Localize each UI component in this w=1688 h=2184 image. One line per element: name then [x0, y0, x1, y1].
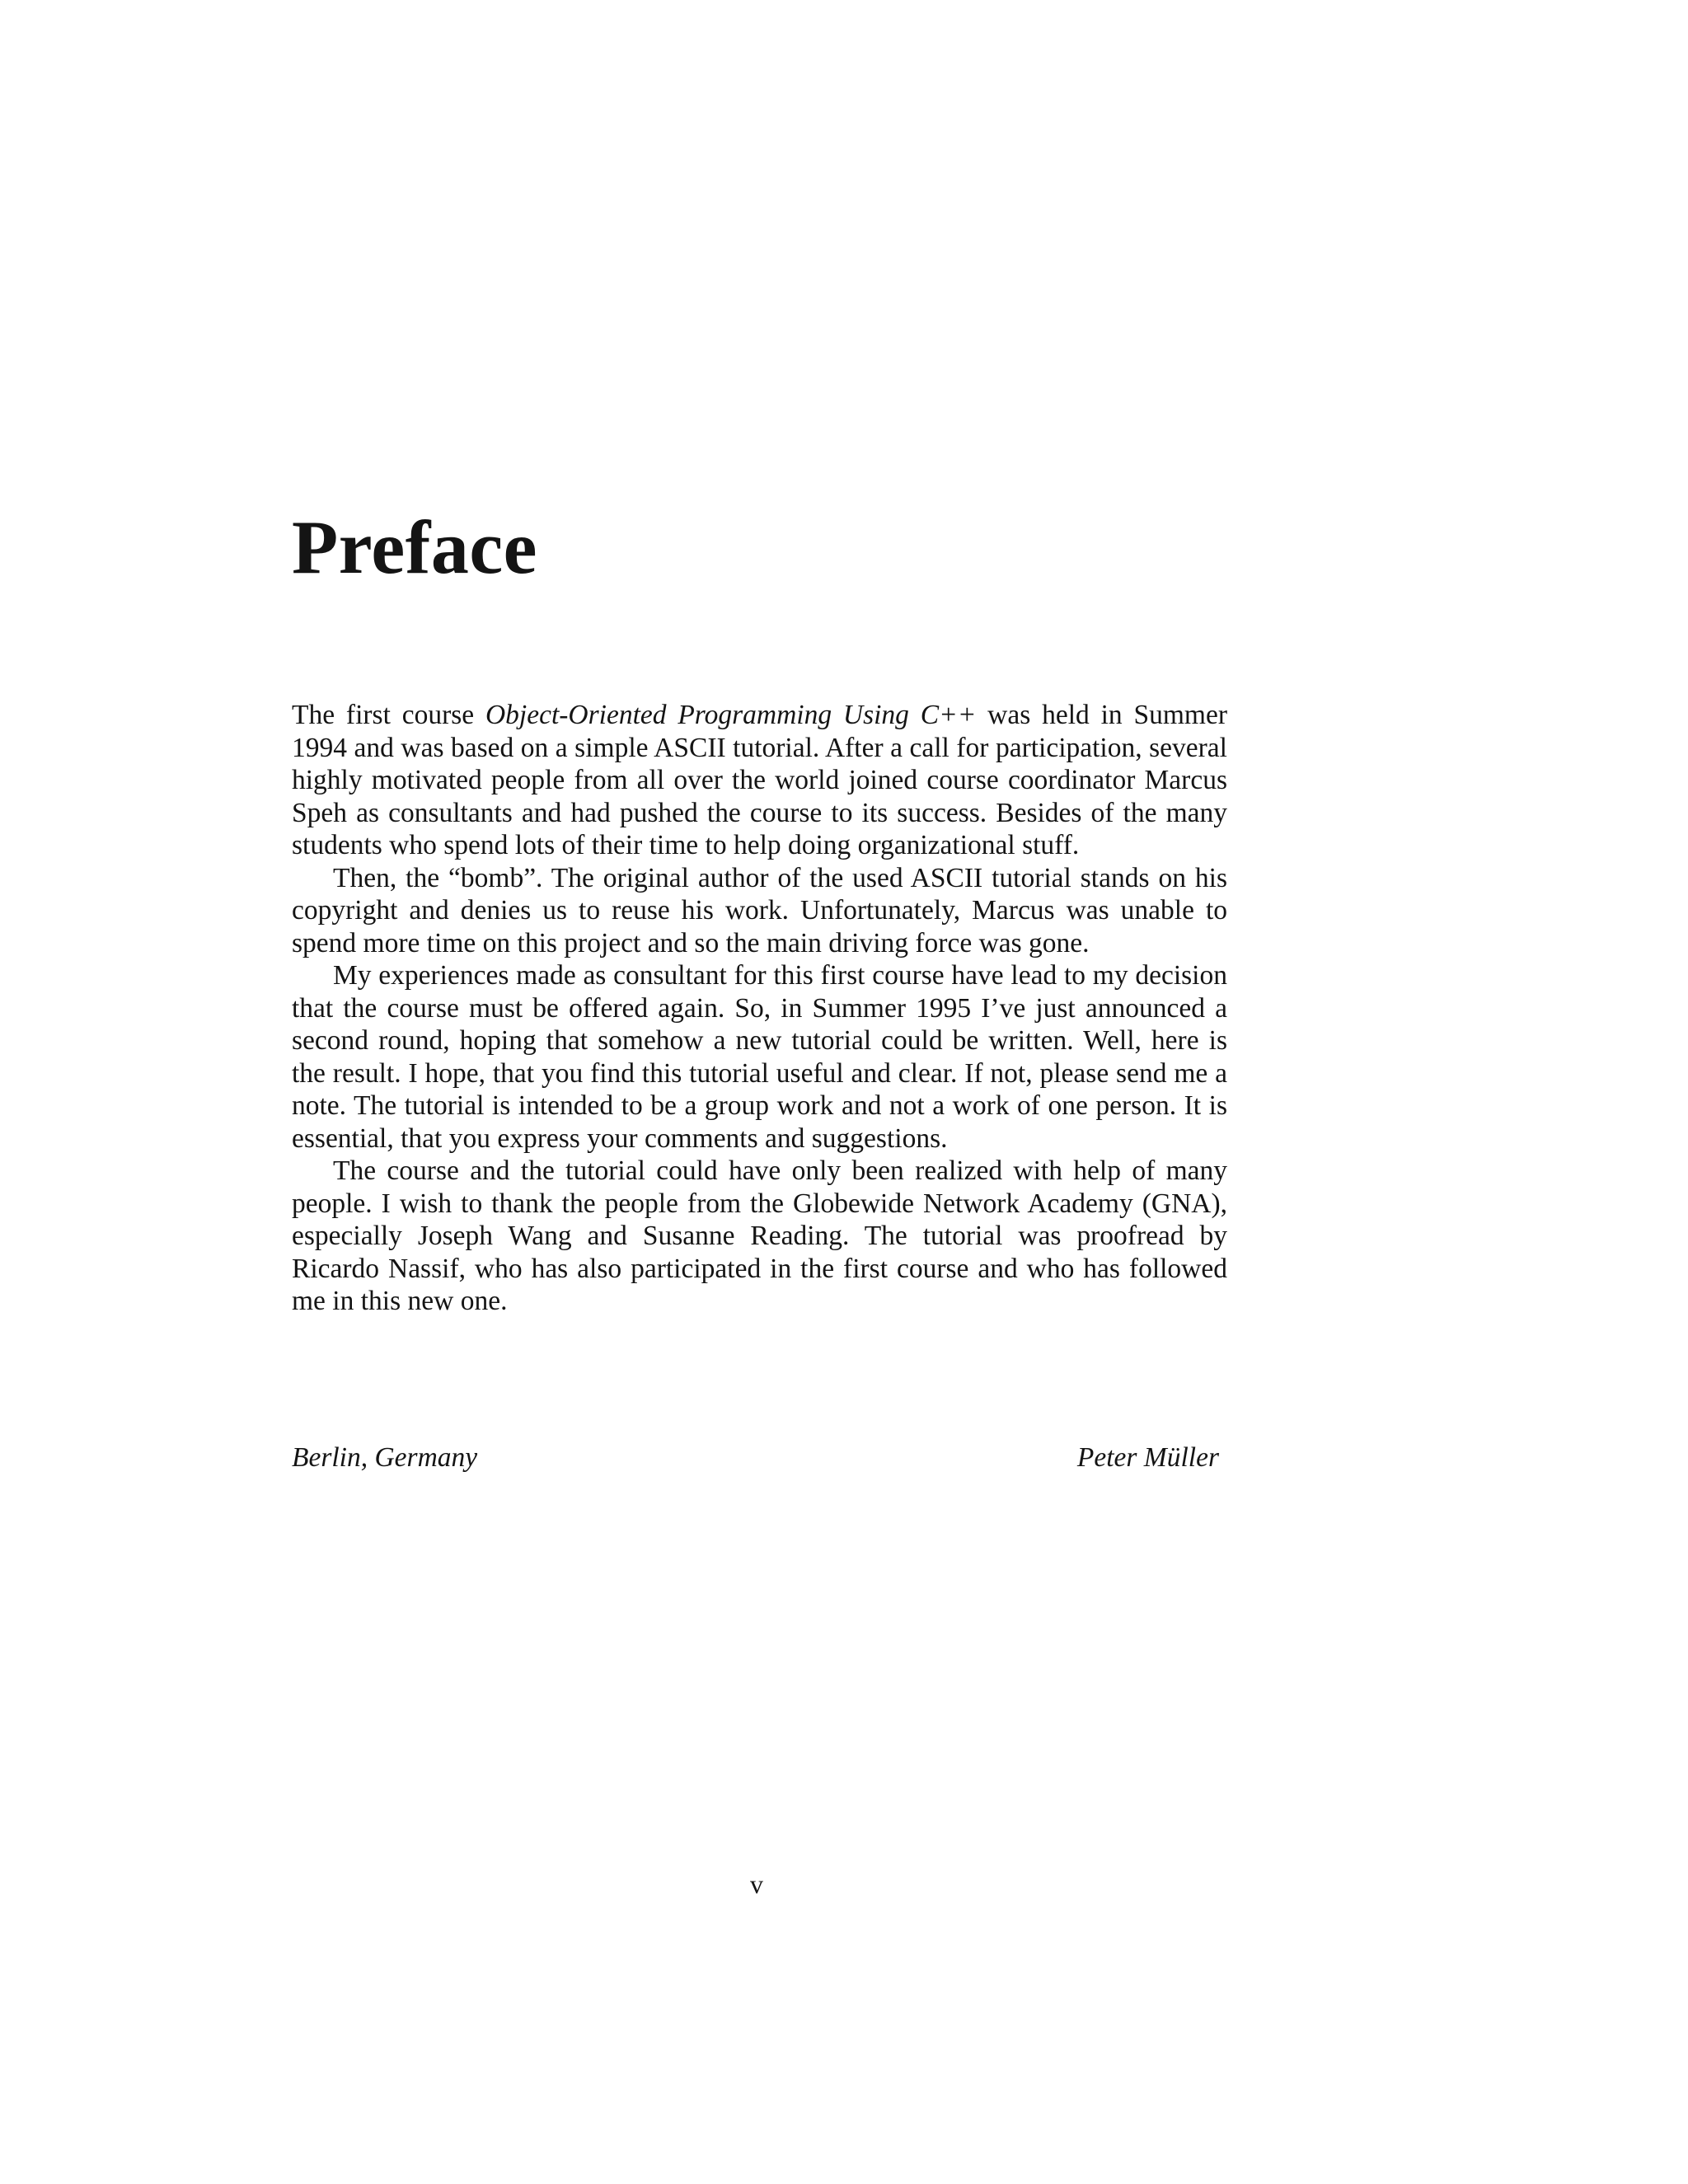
- paragraph-4: The course and the tutorial could have only been realized with help of many people. I wish to thank the people from the Globewide Network Academy (GNA), especially Joseph Wang and Susanne Reading. The tutorial was proofread by Ricardo Nassif, who has also participated in the first course and who has followed me in this new one.: [292, 1155, 1227, 1316]
- signature-location: Berlin, Germany: [292, 1442, 478, 1473]
- signature-row: [292, 1441, 1219, 1474]
- page-title: Preface: [292, 505, 538, 589]
- paragraph-3: My experiences made as consultant for this first course have lead to my decision that the course must be offered again. So, in Summer 1995 I’ve just announced a second round, hoping that somehow a new tutorial could be written. Well, here is the result. I hope, that you find this tutorial useful and clear. If not, please send me a note. The tutorial is intended to be a group work and not a work of one person. It is essential, that you express your comments and suggestions.: [292, 960, 1227, 1154]
- page-number: v: [750, 1869, 763, 1899]
- paragraph-2: Then, the “bomb”. The original author of the used ASCII tutorial stands on his copyright and denies us to reuse his work. Unfortunately, Marcus was unable to spend more time on this project and so the main driving force was gone.: [292, 862, 1227, 958]
- paragraph-1: [292, 699, 1227, 862]
- signature-author: Peter Müller: [1076, 1442, 1219, 1473]
- paragraph-1-rest: was held in Summer 1994 and was based on a simple ASCII tutorial. After a call for participation, several highly motivated people from all over the world joined course coordinator Marcus Speh as consultants and had pushed the course to its success. Besides of the many students who spend lots of their time to help doing organizational stuff.: [292, 700, 1227, 860]
- course-title-emphasis: Object-Oriented Programming Using C++: [485, 700, 977, 730]
- preface-body: [292, 699, 1227, 1318]
- paragraph-1-lead: The first course: [292, 700, 485, 730]
